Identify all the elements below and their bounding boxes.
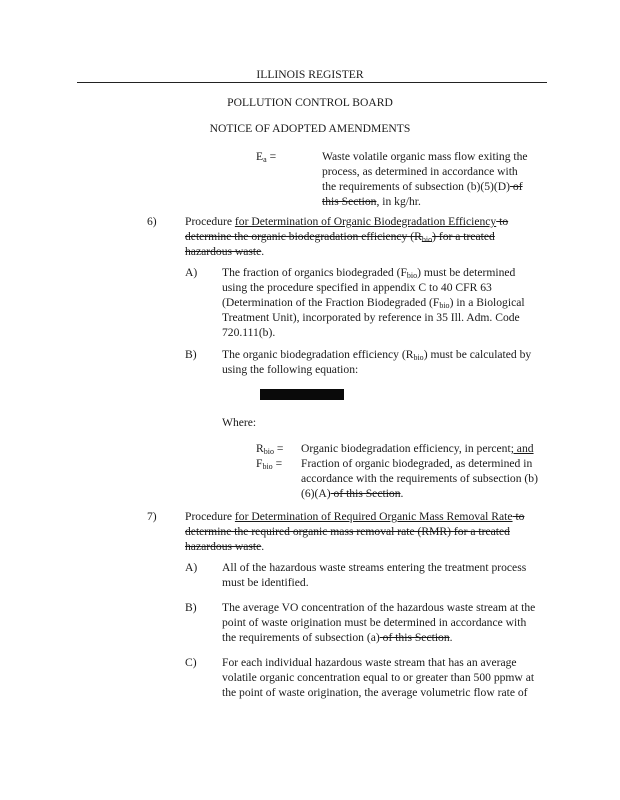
item7-b-text: The average VO concentration of the hazardous waste stream at the point of waste origination must be determined in accordance with the requirements of subsection (a) of this Section. — [222, 601, 536, 644]
def-fbio-text: Fraction of organic biodegraded, as determined in accordance with the requirements of subsection (b)(6)(A) of this Section. — [301, 457, 538, 500]
item7-heading: Procedure for Determination of Required Organic Mass Removal Rate to determine the required organic mass removal rate (RMR) for a treated hazardous waste. — [185, 510, 525, 553]
item7-num: 7) — [147, 510, 157, 523]
def-rbio-text: Organic biodegradation efficiency, in percent; and — [301, 442, 534, 455]
notice-title: NOTICE OF ADOPTED AMENDMENTS — [209, 122, 411, 135]
register-title: ILLINOIS REGISTER — [256, 68, 364, 81]
item6-num: 6) — [147, 215, 157, 228]
redacted-equation — [260, 389, 344, 400]
def-rbio-term: $R_{bio}$ = — [256, 442, 284, 456]
header-rule — [77, 82, 547, 83]
e-def-text: Waste volatile organic mass flow exiting the process, as determined in accordance with the requirements of subsection (b)(5)(D) of this Section, in kg/hr. — [322, 150, 528, 208]
item6-a-text: The fraction of organics biodegraded $(F_{bio})$ must be determined using the procedure specified in appendix C to 40 CFR 63 (Determination of the Fraction Biodegraded $(F_{bio})$ in a Biological Treatment Unit), incorporated by reference in 35 Ill. Adm. Code 720.111(b). — [222, 266, 525, 339]
item7-a-text: All of the hazardous waste streams entering the treatment process must be identified. — [222, 561, 527, 589]
item7-c-text: For each individual hazardous waste stream that has an average volatile organic concentration equal to or greater than 500 ppmw at the point of waste origination, the average volumetric flow rate of — [222, 656, 535, 699]
where-label: Where: — [222, 416, 257, 429]
board-title: POLLUTION CONTROL BOARD — [227, 96, 393, 109]
item6-b-label: B) — [185, 348, 197, 361]
e-def-term: $E_a$ = — [256, 150, 277, 164]
def-fbio-term: $F_{bio}$ = — [256, 457, 283, 471]
item7-a-label: A) — [185, 561, 198, 574]
item6-a-label: A) — [185, 266, 198, 279]
item6-heading: Procedure for Determination of Organic Biodegradation Efficiency to determine the organic biodegradation efficiency $(R_{bio})$ for a treated hazardous waste. — [185, 215, 509, 258]
item7-c-label: C) — [185, 656, 197, 669]
item7-b-label: B) — [185, 601, 197, 614]
item6-b-text: The organic biodegradation efficiency $(R_{bio})$ must be calculated by using the following equation: — [222, 348, 532, 376]
